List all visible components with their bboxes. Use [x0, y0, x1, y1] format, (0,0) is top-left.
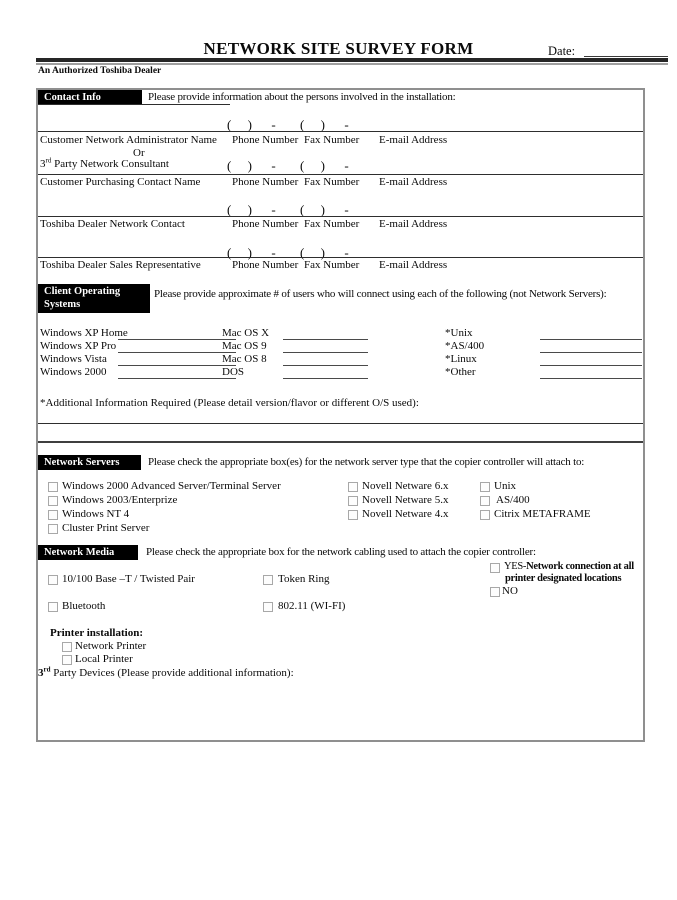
contact-info-instruction: Please provide information about the persons involved in the installation: [148, 91, 456, 103]
column-header-email: E-mail Address [379, 259, 448, 271]
column-header-fax: Fax Number [304, 176, 360, 188]
label-third-party-consultant [40, 158, 169, 170]
label-customer-network-admin: Customer Network Administrator Name [40, 134, 217, 146]
checkbox-10-100-base-t[interactable] [48, 575, 58, 585]
label-or: Or [133, 147, 145, 159]
checkbox-local-printer[interactable] [62, 655, 72, 665]
os-count-blank-windows-2000[interactable] [118, 366, 236, 379]
checkbox-no-network-connection[interactable] [490, 587, 500, 597]
label-toshiba-dealer-network-contact: Toshiba Dealer Network Contact [40, 218, 185, 230]
fax-number-blank[interactable]: ( ) - [300, 245, 349, 260]
checkbox-label-as400-server: AS/400 [496, 494, 530, 506]
checkbox-novell-netware-4x[interactable] [348, 510, 358, 520]
checkbox-label-no: NO [502, 585, 518, 597]
os-count-blank-mac-os-x[interactable] [283, 327, 368, 340]
third-party-devices-sup: rd [43, 665, 51, 674]
label-customer-purchasing-contact: Customer Purchasing Contact Name [40, 176, 201, 188]
column-header-phone: Phone Number [232, 134, 299, 146]
network-servers-instruction: Please check the appropriate box(es) for the network server type that the copier controller will attach to: [148, 456, 585, 468]
page-title: NETWORK SITE SURVEY FORM [203, 39, 474, 58]
checkbox-label-citrix-metaframe: Citrix METAFRAME [494, 508, 591, 520]
checkbox-label-windows-2003-enterprize: Windows 2003/Enterprize [62, 494, 178, 506]
third-party-sup: rd [45, 156, 52, 165]
client-os-instruction: Please provide approximate # of users who will connect using each of the following (not Network Servers): [154, 288, 607, 300]
title-divider-dark [36, 58, 668, 62]
os-label-mac-os-9: Mac OS 9 [222, 340, 267, 352]
row-divider [38, 174, 643, 175]
checkbox-label-10-100-base-t: 10/100 Base –T / Twisted Pair [62, 573, 195, 585]
checkbox-label-novell-netware-4x: Novell Netware 4.x [362, 508, 449, 520]
writein-row-divider [38, 441, 643, 443]
date-input-line[interactable] [584, 56, 668, 57]
row-divider [38, 131, 643, 132]
third-party-devices-label [38, 667, 294, 679]
checkbox-novell-netware-5x[interactable] [348, 496, 358, 506]
yes-bold-line2: printer designated locations [505, 573, 622, 584]
checkbox-bluetooth[interactable] [48, 602, 58, 612]
third-party-prefix: 3 [40, 158, 46, 170]
os-label-windows-vista: Windows Vista [40, 353, 107, 365]
checkbox-label-unix-server: Unix [494, 480, 516, 492]
os-count-blank-windows-xp-home[interactable] [118, 327, 236, 340]
checkbox-yes-network-connection[interactable] [490, 563, 500, 573]
additional-info-note: *Additional Information Required (Please detail version/flavor or different O/S used): [40, 397, 419, 409]
checkbox-label-cluster-print-server: Cluster Print Server [62, 522, 150, 534]
os-count-blank-unix[interactable] [540, 327, 642, 340]
title-divider-light [36, 63, 668, 65]
checkbox-citrix-metaframe[interactable] [480, 510, 490, 520]
date-label: Date: [548, 44, 576, 58]
os-count-blank-windows-vista[interactable] [118, 353, 236, 366]
client-os-header-line1: Client Operating [44, 286, 121, 297]
checkbox-label-802-11-wifi: 802.11 (WI-FI) [278, 600, 346, 612]
column-header-phone: Phone Number [232, 259, 299, 271]
checkbox-label-windows-2000-advanced-server: Windows 2000 Advanced Server/Terminal Server [62, 480, 281, 492]
checkbox-windows-2003-enterprize[interactable] [48, 496, 58, 506]
dealer-subtitle: An Authorized Toshiba Dealer [38, 66, 162, 76]
os-label-windows-xp-pro: Windows XP Pro [40, 340, 117, 352]
client-os-header-line2: Systems [44, 299, 81, 310]
fax-number-blank[interactable]: ( ) - [300, 117, 349, 132]
network-media-instruction: Please check the appropriate box for the network cabling used to attach the copier controller: [146, 546, 536, 558]
checkbox-label-bluetooth: Bluetooth [62, 600, 106, 612]
os-label-mac-os-x: Mac OS X [222, 327, 270, 339]
os-label-unix: *Unix [445, 327, 473, 339]
checkbox-label-novell-netware-5x: Novell Netware 5.x [362, 494, 449, 506]
checkbox-windows-2000-advanced-server[interactable] [48, 482, 58, 492]
os-label-windows-xp-home: Windows XP Home [40, 327, 128, 339]
os-label-dos: DOS [222, 366, 245, 378]
network-media-header: Network Media [38, 545, 138, 560]
checkbox-unix-server[interactable] [480, 482, 490, 492]
checkbox-802-11-wifi[interactable] [263, 602, 273, 612]
checkbox-token-ring[interactable] [263, 575, 273, 585]
network-servers-header: Network Servers [38, 455, 141, 470]
contact-info-header: Contact Info [38, 90, 142, 105]
row-divider [38, 216, 643, 217]
third-party-devices-prefix: 3 [38, 667, 44, 679]
phone-number-blank[interactable]: ( ) - [227, 158, 276, 173]
third-party-devices-rest: Party Devices (Please provide additional information): [50, 667, 294, 679]
form-body [36, 88, 645, 742]
checkbox-label-windows-nt-4: Windows NT 4 [62, 508, 130, 520]
checkbox-label-network-printer: Network Printer [75, 640, 147, 652]
column-header-email: E-mail Address [379, 176, 448, 188]
label-toshiba-dealer-sales-rep: Toshiba Dealer Sales Representative [40, 259, 201, 271]
os-label-other: *Other [445, 366, 476, 378]
column-header-fax: Fax Number [304, 134, 360, 146]
column-header-phone: Phone Number [232, 176, 299, 188]
column-header-phone: Phone Number [232, 218, 299, 230]
contact-header-underline [38, 104, 230, 105]
os-count-blank-mac-os-8[interactable] [283, 353, 368, 366]
os-count-blank-as400[interactable] [540, 340, 642, 353]
printer-installation-label: Printer installation: [50, 627, 143, 639]
os-label-windows-2000: Windows 2000 [40, 366, 107, 378]
os-count-blank-dos[interactable] [283, 366, 368, 379]
phone-number-blank[interactable]: ( ) - [227, 117, 276, 132]
row-divider [38, 257, 643, 258]
os-count-blank-windows-xp-pro[interactable] [118, 340, 236, 353]
phone-number-blank[interactable]: ( ) - [227, 245, 276, 260]
os-label-as400: *AS/400 [445, 340, 485, 352]
checkbox-novell-netware-6x[interactable] [348, 482, 358, 492]
writein-row-divider [38, 423, 643, 424]
phone-number-blank[interactable]: ( ) - [227, 202, 276, 217]
os-count-blank-linux[interactable] [540, 353, 642, 366]
column-header-fax: Fax Number [304, 218, 360, 230]
os-label-mac-os-8: Mac OS 8 [222, 353, 267, 365]
column-header-email: E-mail Address [379, 218, 448, 230]
yes-bold-line1: Network connection at all [526, 561, 634, 572]
client-os-header [38, 284, 150, 313]
column-header-fax: Fax Number [304, 259, 360, 271]
checkbox-label-novell-netware-6x: Novell Netware 6.x [362, 480, 449, 492]
checkbox-label-yes-network-connection [504, 561, 634, 572]
os-count-blank-mac-os-9[interactable] [283, 340, 368, 353]
checkbox-network-printer[interactable] [62, 642, 72, 652]
checkbox-cluster-print-server[interactable] [48, 524, 58, 534]
os-count-blank-other[interactable] [540, 366, 642, 379]
checkbox-as400-server[interactable] [480, 496, 490, 506]
column-header-email: E-mail Address [379, 134, 448, 146]
checkbox-label-local-printer: Local Printer [75, 653, 133, 665]
checkbox-windows-nt-4[interactable] [48, 510, 58, 520]
third-party-rest: Party Network Consultant [51, 158, 169, 170]
yes-prefix: YES- [504, 561, 527, 572]
fax-number-blank[interactable]: ( ) - [300, 158, 349, 173]
checkbox-label-token-ring: Token Ring [278, 573, 330, 585]
os-label-linux: *Linux [445, 353, 477, 365]
fax-number-blank[interactable]: ( ) - [300, 202, 349, 217]
